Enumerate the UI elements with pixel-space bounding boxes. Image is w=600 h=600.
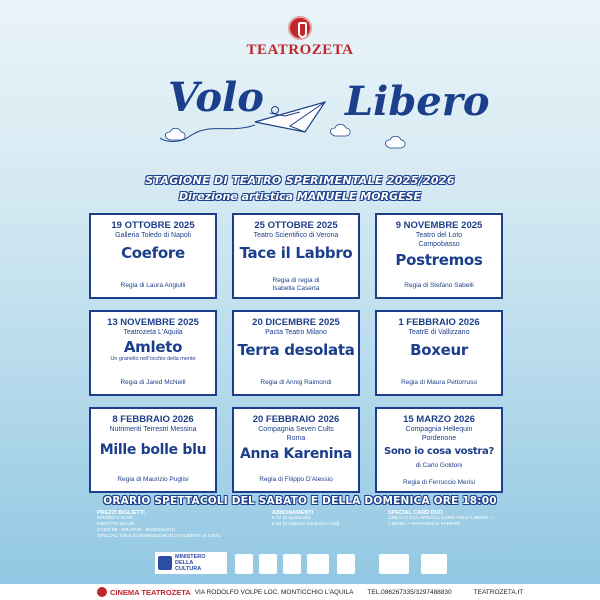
show-card: [375, 310, 503, 396]
logo-text: TEATROZETA: [246, 42, 354, 58]
sponsor-logo: [337, 554, 355, 574]
show-card: [89, 407, 217, 493]
ministry-text: [175, 554, 206, 572]
show-venue: Compagnia Hellequin: [405, 426, 473, 433]
show-venue-city: Pordenone: [421, 435, 457, 442]
ministry-line: CULTURA: [175, 566, 202, 572]
show-card: [375, 213, 503, 299]
show-venue: Nutrimenti Terrestri Messina: [109, 426, 197, 433]
show-date: 20 FEBBRAIO 2026: [252, 414, 340, 425]
show-director-line1: Regia di regia di: [272, 277, 320, 284]
season-heading: STAGIONE DI TEATRO SPERIMENTALE 2025/2026: [145, 174, 455, 187]
show-director: Regia di Filippo D'Alessio: [259, 476, 333, 483]
price-line: INTERO € 15,00: [97, 516, 133, 521]
show-director: Regia di Maura Pettorruso: [401, 379, 477, 386]
special-card-duo: [388, 510, 508, 528]
sponsor-logo: [259, 554, 277, 574]
show-venue: Teatrozeta L'Aquila: [123, 329, 183, 336]
show-title: Mille bolle blu: [99, 442, 207, 458]
show-title: Postremos: [395, 251, 483, 269]
festival-title: [0, 70, 600, 155]
sponsor-logo: [379, 554, 409, 574]
footer-phone: TEL.086267335/3297488830: [367, 588, 452, 596]
show-director: Regia di Jared McNeill: [120, 379, 186, 386]
showtimes-banner: ORARIO SPETTACOLI DEL SABATO E DELLA DOMENICA ORE 18:00: [103, 495, 497, 507]
show-title: Amleto: [123, 338, 183, 356]
price-line: SPECIALI CRAL/CONVENZIONI €10 STUDENTI E CRAL: [97, 534, 221, 539]
show-director: Regia di Stefano Sabelli: [404, 282, 474, 289]
subscriptions: [272, 510, 339, 528]
card-duo-line: CREA LA TUA SPECIAL CARD VOLO LIBERO +: [388, 516, 493, 521]
show-card: [232, 213, 360, 299]
ministry-line: MINISTERO: [175, 554, 206, 560]
subscription-line: € 63 (9 ingressi Studenti e Cral): [272, 522, 340, 527]
footer-address: VIA RODOLFO VOLPE LOC. MONTICCHIO L'AQUILA: [194, 588, 354, 596]
show-director-line2: Isabella Caserta: [272, 285, 320, 292]
show-title: Coefore: [121, 244, 185, 262]
show-author: di Carlo Goldoni: [415, 462, 463, 469]
show-date: 9 NOVEMBRE 2025: [395, 220, 483, 231]
show-date: 19 OTTOBRE 2025: [111, 220, 195, 231]
show-venue: TeatrE di Vallizzano: [408, 329, 470, 336]
show-venue: Teatro Scientifico di Verona: [253, 232, 339, 239]
mask-icon: [288, 16, 312, 40]
footer-website[interactable]: TEATROZETA.IT: [473, 588, 524, 596]
footer-bar: [0, 584, 600, 600]
show-card: [232, 407, 360, 493]
show-venue-city: Campobasso: [418, 241, 460, 248]
show-title: Terra desolata: [237, 341, 355, 359]
show-card: [232, 310, 360, 396]
show-venue: Galleria Toledo di Napoli: [115, 232, 191, 239]
sponsor-logo: [307, 554, 329, 574]
show-venue: Teatro del Loto: [415, 232, 463, 239]
show-director: Regia di Ferruccio Merisi: [403, 479, 475, 486]
prices-heading: PREZZI BIGLIETTI: [97, 510, 145, 516]
title-word-libero: Libero: [345, 78, 490, 125]
footer-brand: CINEMA TEATROZETA: [110, 587, 191, 597]
show-date: 25 OTTOBRE 2025: [254, 220, 338, 231]
sponsor-logos: [155, 552, 455, 578]
show-venue: Pacta Teatro Milano: [265, 329, 327, 336]
card-duo-heading: SPECIAL CARD DUO: [388, 510, 443, 516]
show-card: [89, 213, 217, 299]
show-director: [234, 277, 358, 293]
show-director: Regia di Annig Raimondi: [260, 379, 332, 386]
show-venue-city: Roma: [286, 435, 306, 442]
show-date: 8 FEBBRAIO 2026: [112, 414, 194, 425]
show-date: 15 MARZO 2026: [403, 414, 475, 425]
show-director: Regia di Laura Angiulli: [120, 282, 186, 289]
artistic-direction: Direzione artistica MANUELE MORGESE: [178, 190, 422, 203]
subscription-line: € 72 (9 spettacoli): [272, 516, 311, 521]
ministry-culture-logo: [155, 552, 227, 574]
card-duo-line: CINEMA + PAPAVERI E PAPERE: [388, 522, 460, 527]
sponsor-logo: [235, 554, 253, 574]
show-card: [89, 310, 217, 396]
sponsor-logo: [421, 554, 447, 574]
show-venue: Compagnia Seven Cults: [258, 426, 334, 433]
show-date: 1 FEBBRAIO 2026: [398, 317, 480, 328]
show-subtitle: Un granello nell'occhio della mente: [110, 356, 196, 362]
price-line: OVER 65 - MILITARI - INSEGNANTI: [97, 528, 176, 533]
shows-grid: [89, 213, 509, 493]
ticket-prices: [97, 510, 221, 540]
show-date: 20 DICEMBRE 2025: [252, 317, 340, 328]
ministry-emblem-icon: [158, 556, 172, 570]
show-title: Anna Karenina: [239, 446, 353, 462]
sponsor-logo: [283, 554, 301, 574]
title-word-volo: Volo: [168, 74, 264, 121]
teatrozeta-logo: [0, 16, 600, 59]
show-director: Regia di Maurizio Puglisi: [117, 476, 189, 483]
show-title: Tace il Labbro: [239, 244, 353, 262]
subscriptions-heading: ABBONAMENTI: [272, 510, 314, 516]
cinema-logo-icon: [97, 587, 107, 597]
price-line: RIDOTTO €12,00: [97, 522, 135, 527]
show-title: Sono io cosa vostra?: [384, 446, 494, 457]
ministry-line: DELLA: [175, 560, 194, 566]
show-title: Boxeur: [410, 341, 468, 359]
show-date: 13 NOVEMBRE 2025: [107, 317, 199, 328]
show-card: [375, 407, 503, 493]
